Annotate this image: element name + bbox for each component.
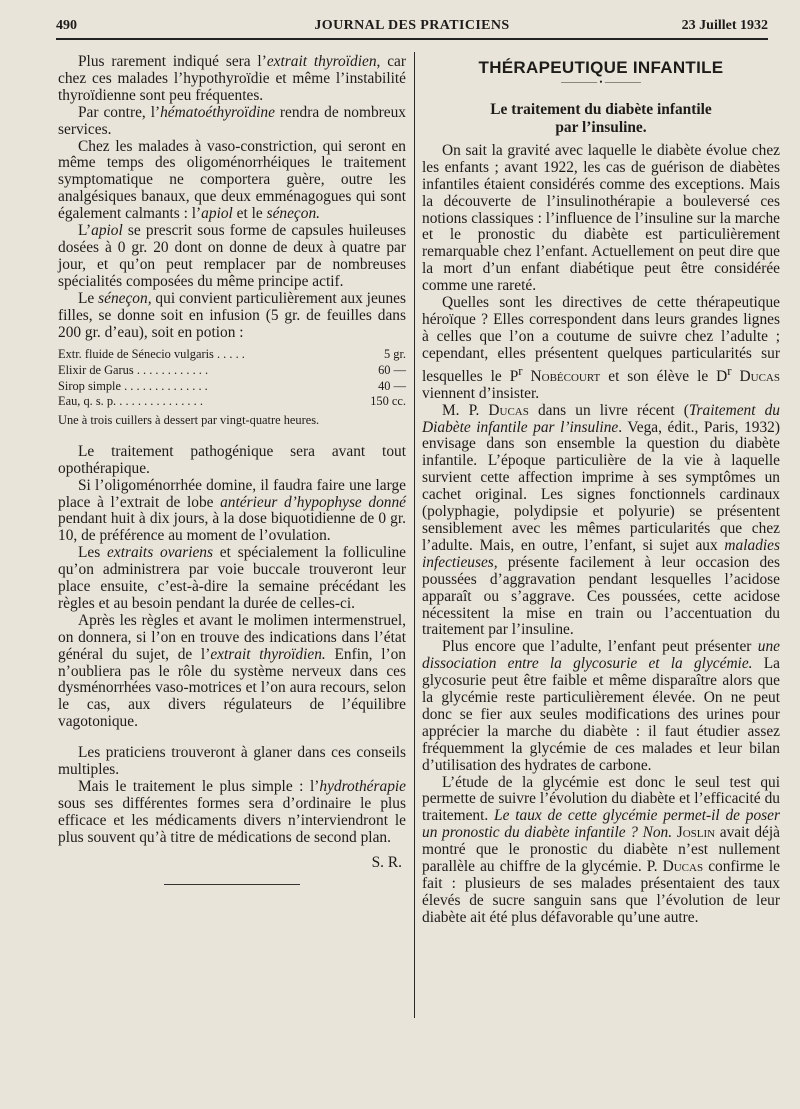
left-column — [58, 54, 406, 885]
paragraph: Le traitement pathogénique sera avant tout opothérapique. — [58, 442, 406, 477]
journal-title: JOURNAL DES PRATICIENS — [314, 18, 510, 33]
header-rule — [56, 38, 768, 40]
author-signature: S. R. — [371, 853, 402, 871]
section-title: THÉRAPEUTIQUE INFANTILE — [478, 58, 724, 77]
paragraph: M. P. Ducas dans un livre récent (Traitement du Diabète infantile par l’insuline. Vega, édit., Paris, 1932) envisage dans son ensemble la question du diabète infantile. L’époque particulière de la vie à laquelle survient cette affection imprime à ses symptômes un cachet original. Les signes fonctionnels cardinaux (polyphagie, polydipsie et polyurie) se présentent sensiblement avec les mêmes particularités que chez l’adulte. Mais, en outre, l’enfant, si sujet aux maladies infectieuses, présente facilement à leur occasion des poussées d’aggravation pendant lesquelles l’acidose apparaît ou s’aggrave. Ces poussées, cette acidose nécessitent la mise en train ou l’accentuation du traitement par l’insuline. — [422, 401, 780, 639]
page-number: 490 — [56, 18, 77, 33]
article-end-rule — [164, 884, 300, 885]
paragraph: Plus rarement indiqué sera l’extrait thyroïdien, car chez ces malades l’hypothyroïdie et même l’instabilité thyroïdienne sont peu fréquentes. — [58, 53, 406, 104]
title-ornament: ———— • ———— — [561, 76, 641, 87]
paragraph: Plus encore que l’adulte, l’enfant peut présenter une dissociation entre la glycosurie et la glycémie. La glycosurie peut être faible et même disparaître alors que la glycémie reste particulièrement élevée. On ne peut donc se fier aux seules modifications des urines pour apprécier la marche du diabète : il faut étudier assez fréquemment la glycémie de ces malades et leur bilan d’utilisation des hydrates de carbone. — [422, 638, 780, 774]
paragraph: L’apiol se prescrit sous forme de capsules huileuses dosées à 0 gr. 20 dont on donne de deux à quatre par jour, et qu’on peut remplacer par de nombreuses spécialités composées du même principe actif. — [58, 222, 406, 290]
formula-row: Extr. fluide de Sénecio vulgaris . . . . . 5 gr. — [58, 347, 406, 362]
right-column — [422, 54, 780, 927]
paragraph: Mais le traitement le plus simple : l’hydrothérapie sous ses différentes formes sera d’ordinaire le plus efficace et les médicaments divers n’interviendront le plus souvent qu’à titre de médications de second plan. — [58, 778, 406, 846]
paragraph: Le séneçon, qui convient particulièrement aux jeunes filles, se donne soit en infusion (5 gr. de feuilles dans 200 gr. d’eau), soit en potion : — [58, 289, 406, 341]
formula-row: Eau, q. s. p. . . . . . . . . . . . . . . 150 cc. — [58, 394, 406, 409]
formula-row: Elixir de Garus . . . . . . . . . . . . 60 — — [58, 363, 406, 377]
issue-date: 23 Juillet 1932 — [681, 18, 768, 33]
paragraph: Par contre, l’hématoéthyroïdine rendra de nombreux services. — [58, 103, 407, 138]
paragraph: Si l’oligoménorrhée domine, il faudra faire une large place à l’extrait de lobe antérieur d’hypophyse donné pendant huit à dix jours, à la dose biquotidienne de 0 gr. 10, de préférence au moment de l’ovulation. — [58, 476, 406, 545]
paragraph: Les extraits ovariens et spécialement la folliculine qu’on administrera par voie buccale trouveront leur place ensuite, c’est-à-dire la semaine précédant les règles et au besoin pendant la durée de celles-ci. — [58, 544, 406, 612]
paragraph: L’étude de la glycémie est donc le seul test qui permette de suivre l’évolution du diabète et l’efficacité du traitement. Le taux de cette glycémie permet-il de poser un pronostic du diabète infantile ? Non. Joslin avait déjà montré que le pronostic du diabète n’est nullement parallèle au chiffre de la glycémie. P. Ducas confirme le fait : plusieurs de ses malades présentaient des taux élevés de sucre sanguin sans que l’évolution de leur diabète ait été plus défavorable qu’une autre. — [422, 773, 780, 926]
page-header — [56, 12, 768, 40]
paragraph: Les praticiens trouveront à glaner dans ces conseils multiples. — [58, 744, 406, 779]
prescription-formula — [58, 347, 406, 409]
paragraph: Quelles sont les directives de cette thérapeutique héroïque ? Elles correspondent dans leurs grandes lignes à celles que l’on a coutume de suivre chez l’adulte ; cependant, elles présentent quelques particularités sur lesquelles le $P^r$ Nobécourt et son élève le $D^r$ Ducas viennent d’insister. — [422, 294, 780, 402]
paragraph: On sait la gravité avec laquelle le diabète évolue chez les enfants ; avant 1922, les cas de guérison de diabètes infantiles étaient considérés comme des exceptions. Mais la découverte de l’insulinothérapie a bouleversé ces notions classiques : l’influence de l’insuline sur la marche et le pronostic du diabète est particulièrement remarquable chez l’enfant. Actuellement on peut dire que la mort d’un enfant diabétique peut être considérée comme une rareté. — [422, 141, 780, 295]
paragraph: Après les règles et avant le molimen intermenstruel, on donnera, si l’on en trouve des indications dans l’état général du sujet, de l’extrait thyroïdien. Enfin, l’on n’oubliera pas le rôle du système nerveux dans ces dysménorrhées vaso-motrices et l’on aura recours, selon le cas, aux divers régulateurs de l’équilibre vagotonique. — [58, 611, 407, 731]
formula-dosage-note: Une à trois cuillers à dessert par vingt-quatre heures. — [58, 412, 320, 427]
column-divider — [414, 52, 415, 1018]
formula-row: Sirop simple . . . . . . . . . . . . . . 40 — — [58, 378, 406, 393]
paragraph: Chez les malades à vaso-constriction, qui seront en même temps des oligoménorrhéiques le traitement symptomatique ne comportera guère, outre les analgésiques banaux, que deux emménagogues qui sont également calmants : l’apiol et le séneçon. — [58, 137, 406, 223]
article-title: Le traitement du diabète infantile par l’insuline. — [490, 100, 712, 136]
